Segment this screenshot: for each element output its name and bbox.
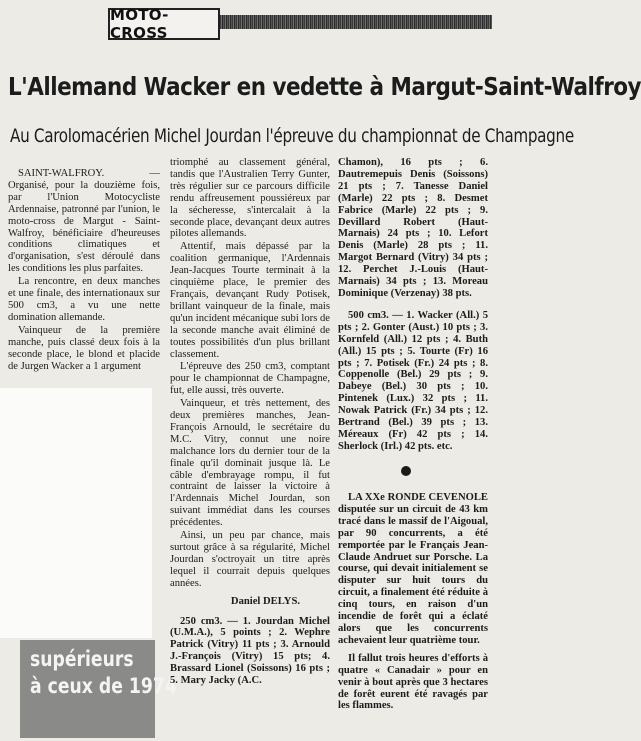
- rally-text: disputée sur un circuit de 43 km tracé dans le massif de l'Aigoual, par 90 concurrents, a été remportée par le Français Jean-Claude Andruet sur Porsche. La course, qui devait initialement se disputer sur huit tours du circuit, a finalement été réduite à cinq tours, en raison d'un incendie de forêt qui a éclaté alors que les concurrents achevaient leur quatrième tour.: [338, 503, 488, 646]
- paragraph: Vainqueur de la première manche, puis classé deux fois à la seconde place, le blond et placide de Jurgen Wacker a 1 argument: [8, 324, 160, 372]
- paragraph: L'épreuve des 250 cm3, comptant pour le championnat de Champagne, fut, elle aussi, très ouverte.: [170, 361, 330, 397]
- ad-text: [30, 646, 177, 700]
- results-500cc: 500 cm3. — 1. Wacker (All.) 5 pts ; 2. Gonter (Aust.) 10 pts ; 3. Kornfeld (All.) 12 pts ; 4. Buth (All.) 15 pts ; 5. Tourte (Fr) 16 pts ; 7. Potisek (Fr.) 24 pts ; 8. Coppenolle (Bel.) 29 pts ; 9. Dabeye (Bel.) 30 pts ; 10. Pintenek (Lux.) 32 pts ; 11. Nowak Patrick (Fr.) 34 pts ; 12. Bertrand (Bel.) 39 pts ; 13. Méreaux (Fr) 42 pts ; 14. Sherlock (Irl.) 42 pts. etc.: [338, 309, 488, 452]
- section-rubric: [108, 8, 220, 40]
- rubric-rule: [220, 15, 492, 29]
- column-3: [338, 157, 488, 453]
- rubric-label: MOTO-CROSS: [110, 6, 169, 42]
- paragraph: triomphé au classement général, tandis que l'Australien Terry Gunter, très régulier sur ce parcours difficile rendu affreusement poussiéreux par la sécheresse, s'intercalait à la seconde place, devançant deux autres pilotes allemands.: [170, 157, 330, 240]
- intro-paragraph: SAINT-WALFROY. — Organisé, pour la douzième fois, par l'Union Motocycliste Ardennaise, patronné par l'union, le moto-cross de Margut - Saint-Walfroy, bénéficiaire d'heureuses conditions climatiques et d'organisation, s'est déroulé dans les conditions les plus parfaites.: [8, 168, 160, 275]
- rally-title: LA XXe RONDE CEVENOLE: [348, 492, 488, 503]
- paragraph: La rencontre, en deux manches et une finale, des internationaux sur 500 cm3, a vu une nette domination allemande.: [8, 276, 160, 323]
- column-2: [170, 157, 330, 687]
- author-signature: Daniel DELYS.: [230, 595, 300, 607]
- subheadline: Au Carolomacérien Michel Jourdan l'épreuve du championnat de Champagne: [10, 125, 574, 147]
- rally-paragraph: [338, 492, 488, 647]
- paragraph: Vainqueur, et très nettement, des deux premières manches, Jean-François Arnould, le secrétaire du M.C. Vitry, connut une noire malchance lors du dernier tour de la finale qu'il dominait jusque là. Le câble d'embrayage rompu, il fut contraint de laisser la victoire à l'Ardennais Michel Jourdan, son suivant immédiat dans les courses précédentes.: [170, 398, 330, 529]
- ad-line: supérieurs: [30, 647, 134, 671]
- results-250cc-continued: Chamon), 16 pts ; 6. Dautremepuis Denis (Soissons) 21 pts ; 7. Tanesse Daniel (Marle) 22 pts ; 8. Desmet Fabrice (Marle) 22 pts ; 9. Devillard Robert (Haut-Marnais) 24 pts ; 10. Lefort Denis (Marle) 28 pts ; 11. Margot Bernard (Vitry) 34 pts ; 12. Perchet J.-Louis (Haut-Marnais) 34 pts ; 13. Moreau Dominique (Verzenay) 38 pts.: [338, 157, 488, 299]
- paragraph: Attentif, mais dépassé par la coalition germanique, l'Ardennais Jean-Jacques Tourte terminait à la cinquième place, le premier des Français, devançant Rudy Potisek, brillant vainqueur de la finale, mais qu'un incident mécanique subi lors de la seconde manche avait éliminé de toutes possibilités d'un plus brillant classement.: [170, 241, 330, 360]
- paragraph: Ainsi, un peu par chance, mais surtout grâce à sa régularité, Michel Jourdan s'octroyait un titre après lequel il courrait depuis quelques années.: [170, 530, 330, 589]
- headline: L'Allemand Wacker en vedette à Margut-Saint-Walfroy: [8, 72, 641, 101]
- rally-paragraph: Il fallut trois heures d'efforts à quatre « Canadair » pour en venir à bout après que 3 hectares de forêt eurent été ravagés par les flammes.: [338, 652, 488, 712]
- advertisement-fragment: [20, 640, 177, 738]
- separator-bullet: [401, 466, 411, 476]
- blank-area: [0, 388, 152, 638]
- ad-line: à ceux de 1974: [30, 674, 177, 698]
- rally-brief: [338, 492, 488, 712]
- column-1: [8, 168, 160, 372]
- results-250cc: 250 cm3. — 1. Jourdan Michel (U.M.A.), 5 points ; 2. Wephre Patrick (Vitry) 11 pts ; 3. Arnould J.-François (Vitry) 15 pts; 4. Brassard Lionel (Soissons) 16 pts ; 5. Mary Jacky (A.C.: [170, 615, 330, 687]
